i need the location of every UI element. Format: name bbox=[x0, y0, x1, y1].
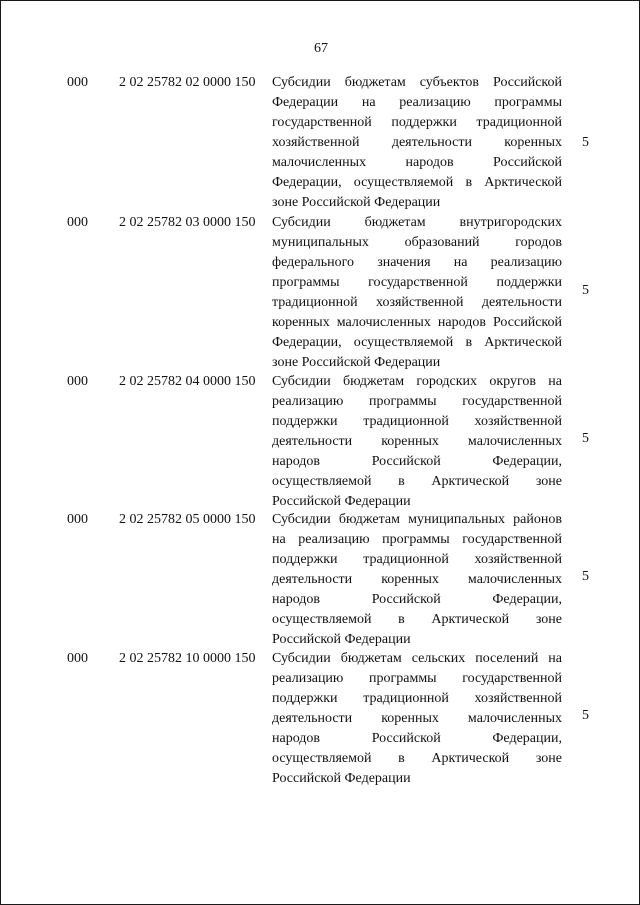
admin-code: 000 bbox=[67, 374, 88, 389]
classification-code: 2 02 25782 03 0000 150 bbox=[119, 215, 256, 230]
row-amount: 5 bbox=[582, 431, 589, 446]
row-amount: 5 bbox=[582, 569, 589, 584]
row-amount: 5 bbox=[582, 135, 589, 150]
row-amount: 5 bbox=[582, 283, 589, 298]
admin-code: 000 bbox=[67, 75, 88, 90]
classification-code: 2 02 25782 02 0000 150 bbox=[119, 75, 256, 90]
row-amount: 5 bbox=[582, 708, 589, 723]
admin-code: 000 bbox=[67, 651, 88, 666]
row-description: Субсидии бюджетам муниципальных районов на реализацию программы государственной поддержки традиционной хозяйственной деятельности коренных малочисленных народов Российской Федерации, осуществляемой в Арктической зоне Российской Федерации bbox=[272, 512, 562, 647]
row-description: Субсидии бюджетам субъектов Российской Федерации на реализацию программы государственной поддержки традиционной хозяйственной деятельности коренных малочисленных народов Российской Федерации, осуществляемой в Арктической зоне Российской Федерации bbox=[272, 75, 562, 210]
row-description: Субсидии бюджетам внутригородских муниципальных образований городов федерального значения на реализацию программы государственной поддержки традиционной хозяйственной деятельности коренных малочисленных народов Российской Федерации, осуществляемой в Арктической зоне Российской Федерации bbox=[272, 215, 562, 370]
admin-code: 000 bbox=[67, 215, 88, 230]
admin-code: 000 bbox=[67, 512, 88, 527]
row-description: Субсидии бюджетам сельских поселений на реализацию программы государственной поддержки традиционной хозяйственной деятельности коренных малочисленных народов Российской Федерации, осуществляемой в Арктической зоне Российской Федерации bbox=[272, 651, 562, 786]
page-number: 67 bbox=[314, 41, 328, 56]
classification-code: 2 02 25782 10 0000 150 bbox=[119, 651, 256, 666]
classification-code: 2 02 25782 04 0000 150 bbox=[119, 374, 256, 389]
row-description: Субсидии бюджетам городских округов на реализацию программы государственной поддержки традиционной хозяйственной деятельности коренных малочисленных народов Российской Федерации, осуществляемой в Арктической зоне Российской Федерации bbox=[272, 374, 562, 509]
classification-code: 2 02 25782 05 0000 150 bbox=[119, 512, 256, 527]
